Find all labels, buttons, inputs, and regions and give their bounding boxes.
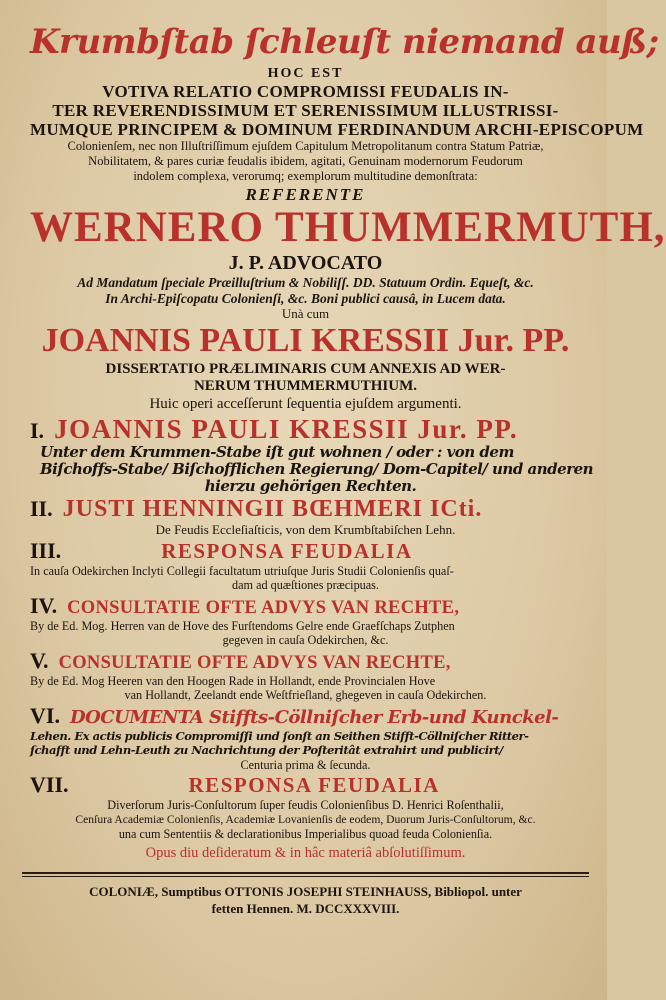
item-line: dam ad quæſtiones præcipuas. [232,578,379,592]
item-heading: JUSTI HENNINGII BŒHMERI ICti. [62,496,483,522]
item-number: VII. [30,772,69,797]
contents-item-7 [30,772,581,842]
contents-item-2 [30,495,581,538]
lead-line: MUMQUE PRINCIPEM & DOMINUM FERDINANDUM ARCHI-EPISCOPUM [30,120,644,139]
dissertatio-line: NERUM THUMMERMUTHIUM. [193,378,418,394]
mandate-line: In Archi-Epiſcopatu Colonienſi, &c. Boni publici causâ, in Lucem data. [105,291,506,306]
lead-line: TER REVERENDISSIMUM ET SERENISSIMUM ILLUSTRISSI- [52,101,559,120]
description-line: Nobilitatem, & pares curiæ feudalis ibidem, agitati, Genuinam modernorum Feudorum [88,154,523,168]
contents-item-1 [30,414,594,495]
item-heading: CONSULTATIE OFTE ADVYS VAN RECHTE, [67,597,460,618]
referente: REFERENTE [245,185,366,204]
opus-note: Opus diu deſideratum & in hâc materiâ abſolutiſſimum. [145,844,466,861]
item-heading: RESPONSA FEUDALIA [161,538,413,563]
item-number: IV. [30,592,58,618]
item-line: By de Ed. Mog Heeren van den Hoogen Rade in Hollandt, ende Provincialen Hove [30,673,436,688]
imprint-line: fetten Hennen. M. DCCXXXVIII. [211,900,400,916]
contents-item-6 [30,703,581,773]
mandate-line: Ad Mandatum ſpeciale Præilluſtrium & Nobiliſſ. DD. Statuum Ordin. Equeſt, &c. [77,275,534,290]
lead-line: VOTIVA RELATIO COMPROMISSI FEUDALIS IN- [102,82,509,101]
contents-item-4 [30,593,581,648]
item-line: De Feudis Eccleſiaſticis, von dem Krumbſtabiſchen Lehn. [155,522,456,537]
imprint-rule [22,872,589,874]
item-line: In cauſa Odekirchen Inclyti Collegii facultatum utriuſque Juris Studii Colonienſis quaſ- [30,563,454,578]
imprint [30,883,581,917]
item-line: van Hollandt, Zeelandt ende Weſtfrieſland, ghegeven in cauſa Odekirchen. [124,688,487,702]
author-thummermuth: WERNERO THUMMERMUTH, [30,204,666,251]
author-kressius: JOANNIS PAULI KRESSII Jur. PP. [41,322,570,359]
item-line: By de Ed. Mog. Herren van de Hove des Furſtendoms Gelre ende Graefſchaps Zutphen [30,618,455,633]
imprint-rule-thin [22,876,589,877]
item-number: II. [30,496,53,521]
item-number: V. [30,647,49,673]
item-number: I. [30,418,45,443]
description-line: Colonienſem, nec non Illuſtriſſimum ejuſdem Capitulum Metropolitanum contra Statum Patriæ, [67,139,544,153]
lead-block [30,82,644,139]
item-line: Diverſorum Juris-Conſultorum ſuper feudis Colonienſibus D. Henrici Roſenthalii, [107,798,504,812]
item-line: ſchafft und Lehn-Leuth zu Nachrichtung der Poſteritât extrahirt und publicirt/ [30,743,503,757]
description-line: indolem complexa, verorumq; exemplorum multitudine demonſtrata: [133,169,478,183]
advocato: J. P. ADVOCATO [228,252,383,274]
item-line: Cenſura Academiæ Colonienſis, Academiæ Lovanienſis de eodem, Duorum Juris-Conſultorum, &c. [75,812,536,826]
contents-item-3 [30,538,581,593]
huic-operi: Huic operi acceſſerunt ſequentia ejuſdem argumenti. [149,396,462,412]
main-title: Krumbſtab ſchleuſt niemand auß; [30,22,659,62]
item-line: Centuria prima & ſecunda. [240,757,371,772]
item-line: gegeven in cauſa Odekirchen, &c. [222,633,389,647]
item-line: Lehen. Ex actis publicis Compromiſſi und ſonſt an Seithen Stifft-Cöllniſcher Ritter- [30,728,529,743]
lead-description [30,139,581,184]
imprint-line: COLONIÆ, Sumptibus OTTONIS JOSEPHI STEINHAUSS, Bibliopol. unter [89,883,522,899]
item-heading: CONSULTATIE OFTE ADVYS VAN RECHTE, [58,652,451,673]
item-line: hierzu gehörigen Rechten. [204,477,417,495]
item-number: VI. [30,702,60,728]
item-heading: JOANNIS PAULI KRESSII Jur. PP. [54,414,519,444]
item-line: Unter dem Krummen-Stabe iſt gut wohnen / oder : von dem [40,443,514,461]
una-cum: Unà cum [281,306,330,321]
dissertatio-block [30,361,581,395]
item-line: una cum Sententiis & declarationibus Imperialibus quoad feuda Colonienſia. [118,827,493,841]
dissertatio-line: DISSERTATIO PRÆLIMINARIS CUM ANNEXIS AD WER- [105,361,506,377]
item-line: Biſchoffs-Stabe/ Biſchofflichen Regierung/ Dom-Capitel/ und anderen [40,460,594,478]
item-heading: DOCUMENTA Stiffts-Cöllniſcher Erb-und Kunckel- [69,706,559,728]
item-number: III. [30,537,62,563]
item-heading: RESPONSA FEUDALIA [188,773,440,797]
mandate-block [30,275,581,307]
hoc-est: HOC EST [267,66,344,81]
contents-item-5 [30,648,581,703]
